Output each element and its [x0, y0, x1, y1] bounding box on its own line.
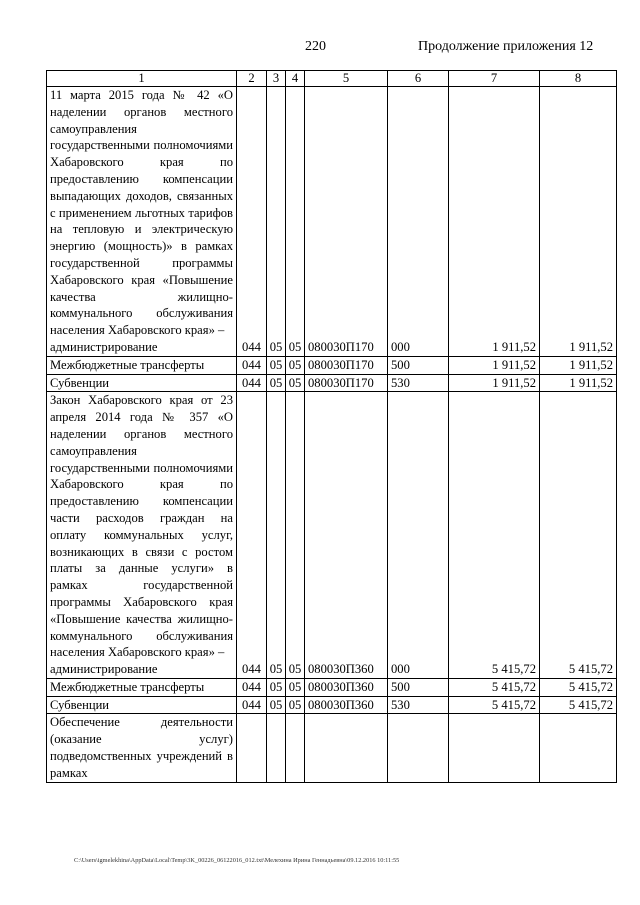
row-description: Обеспечение деятельности (оказание услуг) подведомственных учреждений в рамках	[47, 714, 237, 782]
table-row	[47, 392, 617, 679]
cell-subsection: 05	[286, 696, 305, 714]
col-header-7: 7	[449, 71, 540, 87]
cell-section: 05	[267, 356, 286, 374]
cell-expense-type: 000	[388, 392, 449, 679]
cell-expense-type: 500	[388, 356, 449, 374]
cell-admin-code: 044	[237, 678, 267, 696]
cell-section: 05	[267, 87, 286, 357]
description-tail: администрирование	[50, 662, 158, 677]
file-path-footer: C:\Users\igmelekhina\AppData\Local\Temp\3K_00226_06122016_012.txt\Мелехина Ирина Геннадьевна\09.12.2016 10:11:55	[74, 857, 400, 864]
cell-amount-fact: 1 911,52	[540, 356, 617, 374]
row-description: Субвенции	[47, 696, 237, 714]
col-header-6: 6	[388, 71, 449, 87]
cell-amount-fact: 5 415,72	[540, 678, 617, 696]
cell-target-item: 080030П170	[305, 87, 388, 357]
cell-amount-plan: 1 911,52	[449, 374, 540, 392]
col-header-2: 2	[237, 71, 267, 87]
cell-subsection: 05	[286, 392, 305, 679]
cell-target-item: 080030П170	[305, 356, 388, 374]
col-header-4: 4	[286, 71, 305, 87]
table-row	[47, 678, 617, 696]
budget-table	[46, 70, 617, 783]
cell-amount-plan	[449, 714, 540, 782]
cell-subsection: 05	[286, 87, 305, 357]
table-row	[47, 696, 617, 714]
cell-amount-fact: 5 415,72	[540, 392, 617, 679]
cell-amount-plan: 5 415,72	[449, 696, 540, 714]
cell-amount-fact	[540, 714, 617, 782]
cell-amount-fact: 5 415,72	[540, 696, 617, 714]
col-header-8: 8	[540, 71, 617, 87]
cell-subsection: 05	[286, 678, 305, 696]
cell-amount-plan: 5 415,72	[449, 678, 540, 696]
cell-section	[267, 714, 286, 782]
cell-target-item	[305, 714, 388, 782]
cell-expense-type: 530	[388, 696, 449, 714]
cell-target-item: 080030П360	[305, 696, 388, 714]
row-description: Межбюджетные трансферты	[47, 356, 237, 374]
description-text: Закон Хабаровского края от 23 апреля 2014 года № 357 «О наделении органов местного самоуправления государственными полномочиями Хабаровского края по предоставлению компенсации части расходов граждан на оплату коммунальных услуг, возникающих в связи с ростом платы за данные услуги» в рамках государственной программы Хабаровского края «Повышение качества жилищно-коммунального обслуживания населения Хабаровского края» –	[50, 393, 233, 660]
page-number: 220	[305, 39, 326, 54]
cell-section: 05	[267, 696, 286, 714]
cell-amount-plan: 5 415,72	[449, 392, 540, 679]
col-header-5: 5	[305, 71, 388, 87]
cell-admin-code: 044	[237, 356, 267, 374]
col-header-3: 3	[267, 71, 286, 87]
cell-amount-fact: 1 911,52	[540, 87, 617, 357]
cell-amount-plan: 1 911,52	[449, 87, 540, 357]
cell-admin-code: 044	[237, 87, 267, 357]
cell-amount-fact: 1 911,52	[540, 374, 617, 392]
cell-admin-code: 044	[237, 392, 267, 679]
col-header-1: 1	[47, 71, 237, 87]
cell-section: 05	[267, 678, 286, 696]
cell-section: 05	[267, 392, 286, 679]
cell-subsection: 05	[286, 374, 305, 392]
column-header-row	[47, 71, 617, 87]
row-description	[47, 392, 237, 679]
cell-subsection	[286, 714, 305, 782]
cell-expense-type: 500	[388, 678, 449, 696]
cell-target-item: 080030П170	[305, 374, 388, 392]
description-tail: администрирование	[50, 339, 158, 354]
cell-target-item: 080030П360	[305, 678, 388, 696]
table-row	[47, 87, 617, 357]
cell-target-item: 080030П360	[305, 392, 388, 679]
cell-subsection: 05	[286, 356, 305, 374]
row-description: Субвенции	[47, 374, 237, 392]
description-text: 11 марта 2015 года № 42 «О наделении органов местного самоуправления государственными полномочиями Хабаровского края по предоставлению компенсации выпадающих доходов, связанных с применением льготных тарифов на тепловую и электрическую энергию (мощность)» в рамках государственной программы Хабаровского края «Повышение качества жилищно-коммунального обслуживания населения Хабаровского края» –	[50, 88, 233, 338]
row-description: Межбюджетные трансферты	[47, 678, 237, 696]
cell-admin-code: 044	[237, 374, 267, 392]
cell-expense-type: 000	[388, 87, 449, 357]
table-row	[47, 374, 617, 392]
table-row	[47, 356, 617, 374]
cell-section: 05	[267, 374, 286, 392]
cell-expense-type: 530	[388, 374, 449, 392]
cell-admin-code	[237, 714, 267, 782]
row-description	[47, 87, 237, 357]
cell-expense-type	[388, 714, 449, 782]
cell-admin-code: 044	[237, 696, 267, 714]
continuation-label: Продолжение приложения 12	[418, 39, 594, 54]
cell-amount-plan: 1 911,52	[449, 356, 540, 374]
table-row	[47, 714, 617, 782]
